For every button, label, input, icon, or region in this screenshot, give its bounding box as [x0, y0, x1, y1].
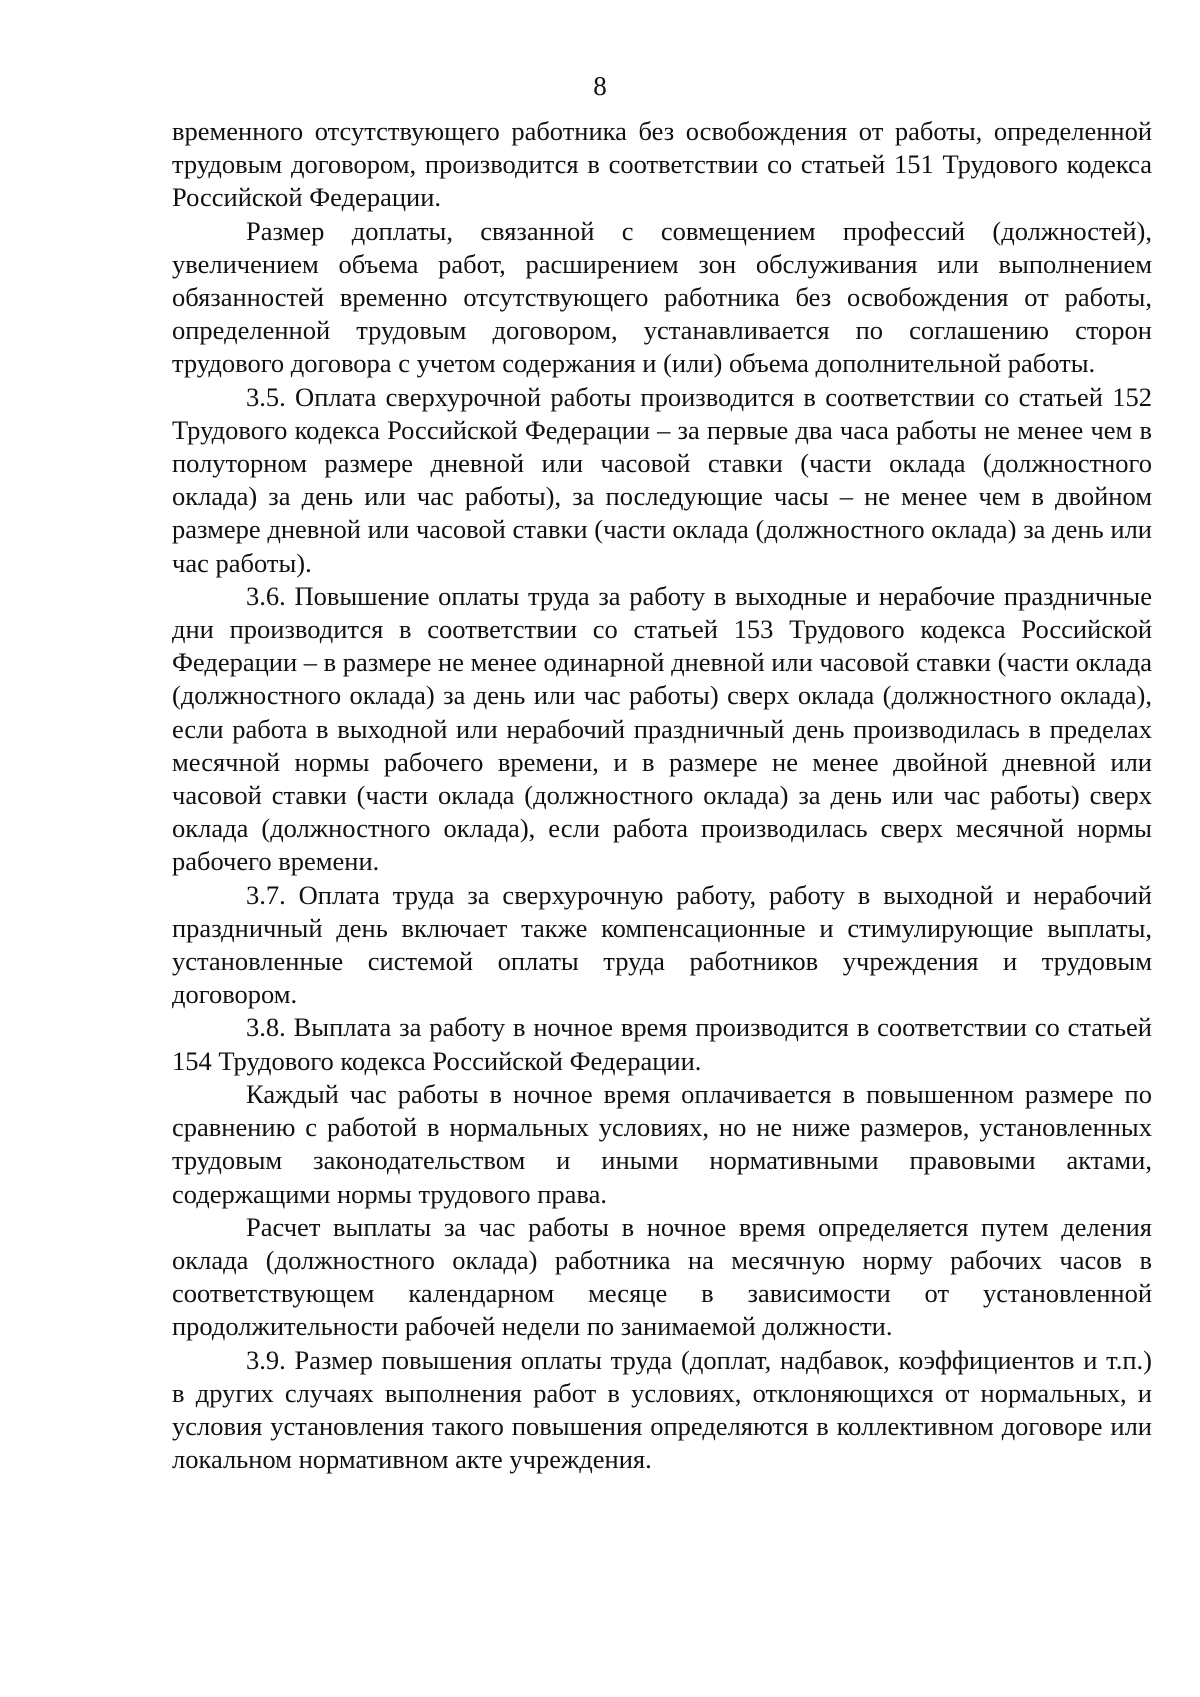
paragraph-night-hour-rate: Каждый час работы в ночное время оплачивается в повышенном размере по сравнению с работой в нормальных условиях, но не ниже размеров, установленных трудовым законодательством и иными нормативными правовыми актами, содержащими нормы трудового права.	[172, 1078, 1152, 1209]
paragraph-night-payment-calculation: Расчет выплаты за час работы в ночное время определяется путем деления оклада (должностного оклада) работника на месячную норму рабочих часов в соответствующем календарном месяце в зависимости от установленной продолжительности рабочей недели по занимаемой должности.	[172, 1211, 1152, 1342]
paragraph-3-5-overtime-payment: 3.5. Оплата сверхурочной работы производится в соответствии со статьей 152 Трудового кодекса Российской Федерации – за первые два часа работы не менее чем в полуторном размере дневной или часовой ставки (части оклада (должностного оклада) за день или час работы), за последующие часы – не менее чем в двойном размере дневной или часовой ставки (части оклада (должностного оклада) за день или час работы).	[172, 381, 1152, 578]
paragraph-3-9-other-conditions: 3.9. Размер повышения оплаты труда (доплат, надбавок, коэффициентов и т.п.) в других случаях выполнения работ в условиях, отклоняющихся от нормальных, и условия установления такого повышения определяются в коллективном договоре или локальном нормативном акте учреждения.	[172, 1344, 1152, 1475]
paragraph-additional-payment-size: Размер доплаты, связанной с совмещением профессий (должностей), увеличением объема работ, расширением зон обслуживания или выполнением обязанностей временно отсутствующего работника без освобождения от работы, определенной трудовым договором, устанавливается по соглашению сторон трудового договора с учетом содержания и (или) объема дополнительной работы.	[172, 215, 1152, 379]
paragraph-3-6-weekend-holiday-payment: 3.6. Повышение оплаты труда за работу в выходные и нерабочие праздничные дни производится в соответствии со статьей 153 Трудового кодекса Российской Федерации – в размере не менее одинарной дневной или часовой ставки (части оклада (должностного оклада) за день или час работы) сверх оклада (должностного оклада), если работа в выходной или нерабочий праздничный день производилась в пределах месячной нормы рабочего времени, и в размере не менее двойной дневной или часовой ставки (части оклада (должностного оклада) за день или час работы) сверх оклада (должностного оклада), если работа производилась сверх месячной нормы рабочего времени.	[172, 580, 1152, 877]
document-body	[172, 115, 1152, 1476]
page-number: 8	[593, 71, 607, 101]
paragraph-3-8-night-work-payment: 3.8. Выплата за работу в ночное время производится в соответствии со статьей 154 Трудового кодекса Российской Федерации.	[172, 1012, 1152, 1076]
paragraph-continuation: временного отсутствующего работника без освобождения от работы, определенной трудовым договором, производится в соответствии со статьей 151 Трудового кодекса Российской Федерации.	[172, 116, 1152, 213]
paragraph-3-7-overtime-compensation: 3.7. Оплата труда за сверхурочную работу, работу в выходной и нерабочий праздничный день включает также компенсационные и стимулирующие выплаты, установленные системой оплаты труда работников учреждения и трудовым договором.	[172, 879, 1152, 1010]
